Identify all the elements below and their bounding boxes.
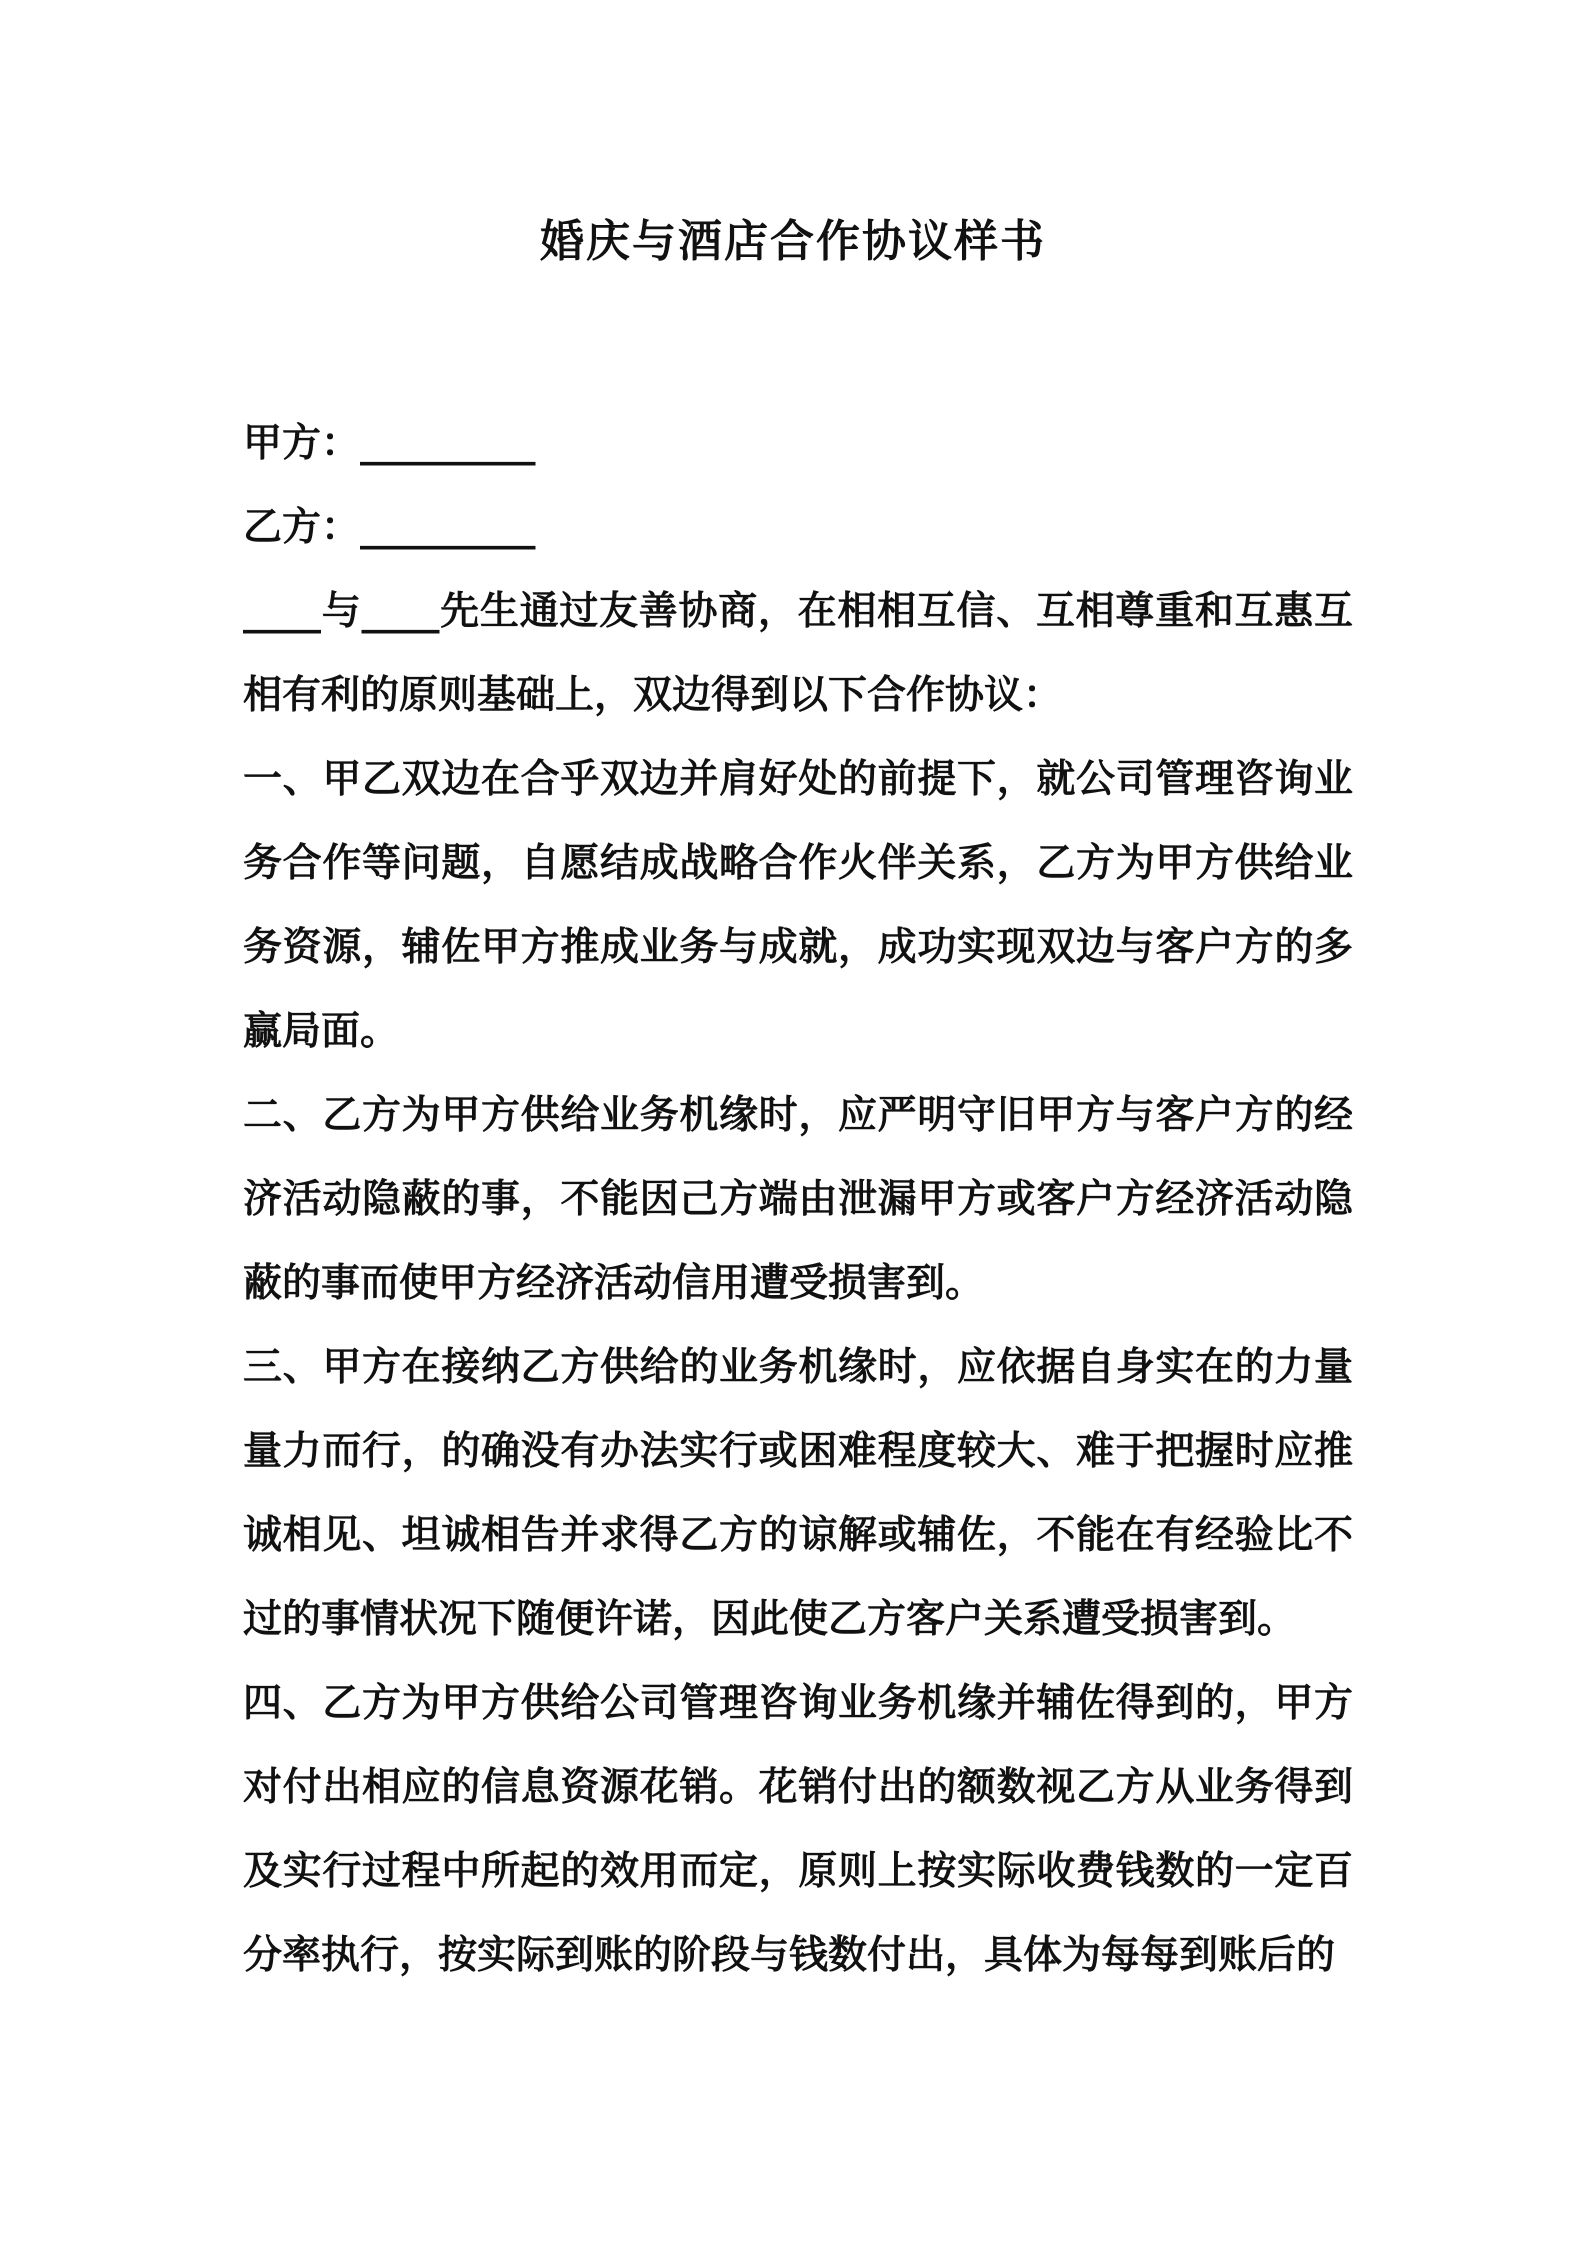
party-a-line: 甲方：_________	[243, 421, 536, 466]
document-title: 婚庆与酒店合作协议样书	[540, 216, 1046, 267]
clause-two: 二、乙方为甲方供给业务机缘时，应严明守旧甲方与客户方的经济活动隐蔽的事，不能因己方端由泄漏甲方或客户方经济活动隐蔽的事而使甲方经济活动信用遭受损害到。	[243, 1093, 1353, 1306]
clause-three: 三、甲方在接纳乙方供给的业务机缘时，应依据自身实在的力量量力而行，的确没有办法实行或困难程度较大、难于把握时应推诚相见、坦诚相告并求得乙方的谅解或辅佐，不能在有经验比不过的事情状况下随便许诺，因此使乙方客户关系遭受损害到。	[243, 1345, 1353, 1642]
clause-four: 四、乙方为甲方供给公司管理咨询业务机缘并辅佐得到的，甲方对付出相应的信息资源花销。花销付出的额数视乙方从业务得到及实行过程中所起的效用而定，原则上按实际收费钱数的一定百分率执行，按实际到账的阶段与钱数付出，具体为每每到账后的	[243, 1681, 1353, 1978]
party-b-line: 乙方：_________	[243, 505, 536, 550]
intro-paragraph: ____与____先生通过友善协商，在相相互信、互相尊重和互惠互相有利的原则基础上，双边得到以下合作协议：	[243, 589, 1353, 718]
clause-one: 一、甲乙双边在合乎双边并肩好处的前提下，就公司管理咨询业务合作等问题，自愿结成战略合作火伴关系，乙方为甲方供给业务资源，辅佐甲方推成业务与成就，成功实现双边与客户方的多赢局面。	[243, 757, 1353, 1054]
document-body	[243, 402, 1353, 1998]
